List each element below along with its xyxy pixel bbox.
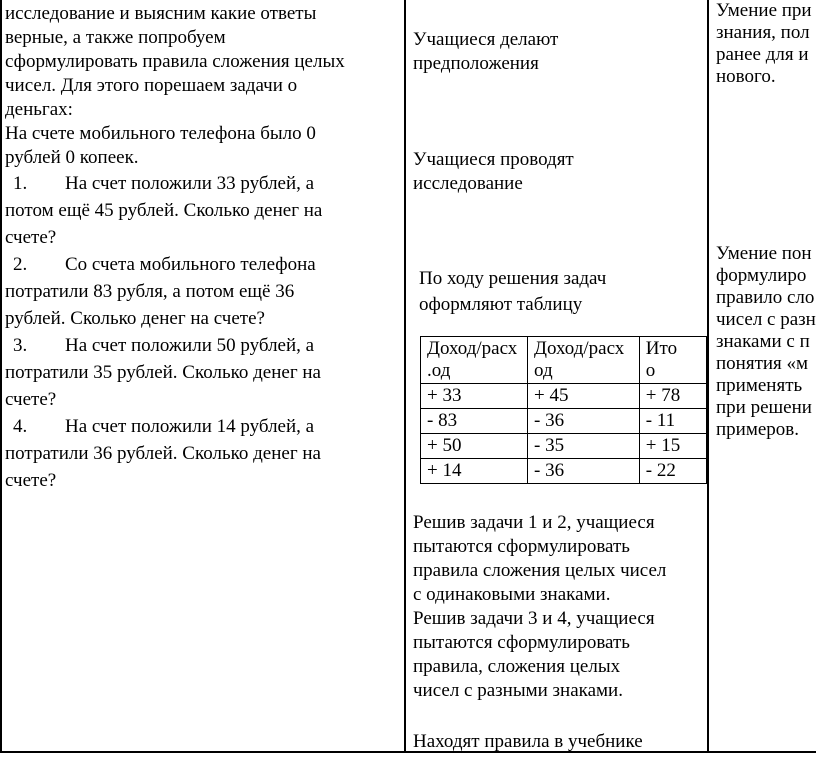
col3-clip bbox=[707, 0, 816, 779]
text-line: Решив задачи 1 и 2, учащиеся bbox=[413, 512, 655, 533]
paragraph bbox=[413, 511, 666, 703]
task-text: На счет положили 33 рублей, а bbox=[65, 173, 315, 194]
table-row bbox=[421, 434, 707, 459]
income-expense-table bbox=[420, 336, 707, 484]
task-text: Со счета мобильного телефона bbox=[65, 254, 316, 275]
table-row bbox=[421, 409, 707, 434]
table-cell: - 36 bbox=[528, 409, 640, 434]
text-line: применять bbox=[716, 375, 803, 396]
task-item bbox=[5, 251, 395, 332]
task-item bbox=[5, 170, 395, 251]
text-line: На счете мобильного телефона было 0 bbox=[5, 123, 316, 144]
task-text: На счет положили 14 рублей, а bbox=[65, 416, 315, 437]
text-line: при решени bbox=[716, 397, 812, 418]
text-line: с одинаковыми знаками. bbox=[413, 584, 611, 605]
border-left bbox=[0, 0, 2, 752]
task-text: счете? bbox=[5, 389, 57, 410]
text-line: Умение пон bbox=[716, 243, 812, 264]
text-line: оформляют таблицу bbox=[419, 294, 583, 315]
border-col1-col2 bbox=[404, 0, 406, 752]
text-line: предположения bbox=[413, 53, 539, 74]
task-item bbox=[5, 332, 395, 413]
task-text: потратили 35 рублей. Сколько денег на bbox=[5, 362, 321, 383]
task-text: На счет положили 50 рублей, а bbox=[65, 335, 315, 356]
text-line: правила, сложения целых bbox=[413, 656, 621, 677]
text-line: По ходу решения задач bbox=[419, 268, 607, 289]
text-line: чисел. Для этого порешаем задачи о bbox=[5, 75, 298, 96]
paragraph bbox=[413, 148, 574, 196]
task-text: потратили 36 рублей. Сколько денег на bbox=[5, 443, 321, 464]
text-line: пытаются сформулировать bbox=[413, 536, 630, 557]
table-cell: + 78 bbox=[639, 384, 706, 409]
text-line: верные, а также попробуем bbox=[5, 27, 226, 48]
text-line: сформулировать правила сложения целых bbox=[5, 51, 345, 72]
income-expense-table-clip bbox=[413, 330, 707, 490]
text-line: примеров. bbox=[716, 419, 800, 440]
text-line: правило сло bbox=[716, 287, 815, 308]
task-number: 3. bbox=[13, 335, 28, 356]
task-number: 4. bbox=[13, 416, 28, 437]
table-cell: - 22 bbox=[639, 459, 706, 484]
text-line: Учащиеся проводят bbox=[413, 149, 574, 170]
table-header-cell: Ито о bbox=[639, 337, 706, 384]
paragraph bbox=[413, 730, 643, 754]
text-line: правила сложения целых чисел bbox=[413, 560, 667, 581]
task-number: 1. bbox=[13, 173, 28, 194]
paragraph bbox=[716, 0, 812, 88]
text-line: знания, пол bbox=[716, 22, 810, 43]
table-cell: - 83 bbox=[421, 409, 528, 434]
text-line: понятия «м bbox=[716, 353, 809, 374]
table-cell: + 33 bbox=[421, 384, 528, 409]
text-line: ранее для и bbox=[716, 44, 809, 65]
text-line: Решив задачи 3 и 4, учащиеся bbox=[413, 608, 655, 629]
task-item bbox=[5, 413, 395, 494]
table-cell: - 11 bbox=[639, 409, 706, 434]
paragraph bbox=[716, 243, 816, 441]
table-row bbox=[421, 384, 707, 409]
text-line: чисел с разн bbox=[716, 309, 816, 330]
text-line: знаками с п bbox=[716, 331, 810, 352]
paragraph bbox=[413, 28, 558, 76]
table-header-cell: Доход/расх .од bbox=[421, 337, 528, 384]
text-line: нового. bbox=[716, 66, 776, 87]
table-header-row bbox=[421, 337, 707, 384]
task-number: 2. bbox=[13, 254, 28, 275]
table-row bbox=[421, 459, 707, 484]
table-header-cell: Доход/расх од bbox=[528, 337, 640, 384]
text-line: рублей 0 копеек. bbox=[5, 147, 139, 168]
task-text: рублей. Сколько денег на счете? bbox=[5, 308, 265, 329]
task-text: потратили 83 рубля, а потом ещё 36 bbox=[5, 281, 295, 302]
text-line: чисел с разными знаками. bbox=[413, 680, 623, 701]
table-cell: + 45 bbox=[528, 384, 640, 409]
col1-content bbox=[5, 2, 395, 494]
text-line: пытаются сформулировать bbox=[413, 632, 630, 653]
table-cell: - 35 bbox=[528, 434, 640, 459]
border-bottom bbox=[0, 751, 816, 753]
text-line: Учащиеся делают bbox=[413, 29, 559, 50]
task-text: потом ещё 45 рублей. Сколько денег на bbox=[5, 200, 323, 221]
text-line: Находят правила в учебнике bbox=[413, 731, 643, 752]
table-cell: - 36 bbox=[528, 459, 640, 484]
paragraph bbox=[419, 266, 606, 318]
table-cell: + 15 bbox=[639, 434, 706, 459]
table-cell: + 14 bbox=[421, 459, 528, 484]
text-line: Умение при bbox=[716, 0, 812, 21]
text-line: формулиро bbox=[716, 265, 807, 286]
task-text: счете? bbox=[5, 470, 57, 491]
text-line: исследование и выясним какие ответы bbox=[5, 3, 317, 24]
text-line: деньгах: bbox=[5, 99, 73, 120]
text-line: исследование bbox=[413, 173, 523, 194]
table-cell: + 50 bbox=[421, 434, 528, 459]
task-text: счете? bbox=[5, 227, 57, 248]
